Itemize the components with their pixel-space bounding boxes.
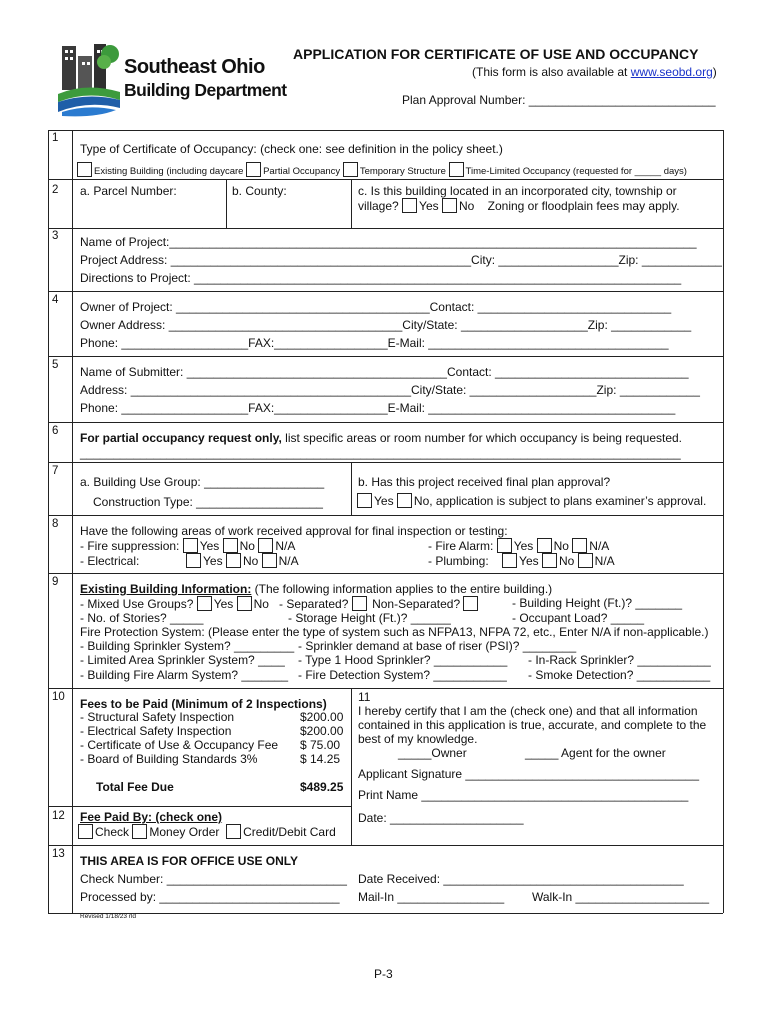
logo-line1: Southeast Ohio — [124, 56, 265, 78]
fire-suppression-na-checkbox[interactable] — [258, 538, 273, 553]
partial-occupancy-checkbox[interactable] — [246, 162, 261, 177]
incorporated-no-checkbox[interactable] — [442, 198, 457, 213]
row-number: 2 — [52, 184, 59, 196]
certify-text-3: best of my knowledge. — [358, 732, 478, 746]
fee-label: - Structural Safety Inspection — [80, 710, 235, 724]
logo — [56, 42, 286, 120]
fee-amount: $ 14.25 — [300, 752, 341, 766]
existing-building-heading: Existing Building Information: — [80, 582, 252, 596]
pay-card-checkbox[interactable] — [226, 824, 241, 839]
fee-amount: $200.00 — [300, 710, 344, 724]
fire-suppression-yes-checkbox[interactable] — [183, 538, 198, 553]
construction-type-field[interactable]: Construction Type: ___________________ — [93, 495, 323, 509]
project-name-field[interactable]: Name of Project:_______________________________________________________________________________ — [80, 235, 697, 249]
fee-label: - Certificate of Use & Occupancy Fee — [80, 738, 279, 752]
walk-in-field[interactable]: Walk-In ____________________ — [532, 890, 710, 904]
office-use-title: THIS AREA IS FOR OFFICE USE ONLY — [80, 854, 299, 868]
row-number: 11 — [358, 690, 371, 704]
form-title: APPLICATION FOR CERTIFICATE OF USE AND OCCUPANCY — [293, 46, 699, 62]
availability-note: (This form is also available at www.seobd.org) — [472, 65, 717, 79]
building-logo-icon — [56, 42, 122, 118]
row-number: 1 — [52, 132, 59, 144]
website-link[interactable]: www.seobd.org — [630, 65, 713, 79]
hood-sprinkler-field[interactable]: - Type 1 Hood Sprinkler? ___________ — [298, 653, 508, 667]
final-approval-no-checkbox[interactable] — [397, 493, 412, 508]
sprinkler-demand-field[interactable]: - Sprinkler demand at base of riser (PSI)? ________ — [298, 639, 577, 653]
final-approval-question: b. Has this project received final plan approval? — [358, 475, 611, 489]
owner-option[interactable]: _____Owner — [398, 746, 467, 760]
date-field[interactable]: Date: ____________________ — [358, 811, 524, 825]
fire-detection-field[interactable]: - Fire Detection System? ___________ — [298, 668, 507, 682]
row-number: 7 — [52, 465, 59, 477]
building-height-field[interactable]: - Building Height (Ft.)? _______ — [512, 596, 683, 610]
owner-field[interactable]: Owner of Project: ______________________________________Contact: _____________________________ — [80, 300, 672, 314]
owner-phone-field[interactable]: Phone: ___________________FAX:_________________E-Mail: ____________________________________ — [80, 336, 669, 350]
approvals-intro: Have the following areas of work received approval for final inspection or testing: — [80, 524, 508, 538]
check-number-field[interactable]: Check Number: ___________________________ — [80, 872, 347, 886]
occupant-load-field[interactable]: - Occupant Load? _____ — [512, 611, 645, 625]
print-name-field[interactable]: Print Name ________________________________________ — [358, 788, 689, 802]
plan-approval-number[interactable]: Plan Approval Number: ____________________________ — [402, 93, 716, 107]
sprinkler-field[interactable]: - Building Sprinkler System? _________ — [80, 639, 295, 653]
parcel-number-field[interactable]: a. Parcel Number: — [80, 184, 177, 198]
existing-building-checkbox[interactable] — [77, 162, 92, 177]
limited-sprinkler-field[interactable]: - Limited Area Sprinkler System? ____ — [80, 653, 285, 667]
incorporated-yes-checkbox[interactable] — [402, 198, 417, 213]
row-number: 4 — [52, 294, 59, 306]
time-limited-checkbox[interactable] — [449, 162, 464, 177]
fee-amount: $200.00 — [300, 724, 344, 738]
logo-line2: Building Department — [124, 80, 287, 100]
use-group-field[interactable]: a. Building Use Group: __________________ — [80, 475, 325, 489]
county-field[interactable]: b. County: — [232, 184, 287, 198]
submitter-phone-field[interactable]: Phone: ___________________FAX:_________________E-Mail: _____________________________________ — [80, 401, 676, 415]
mixed-use-no-checkbox[interactable] — [237, 596, 252, 611]
partial-occupancy-heading: For partial occupancy request only, — [80, 431, 282, 445]
plumbing-yes-checkbox[interactable] — [502, 553, 517, 568]
row-number: 8 — [52, 518, 59, 530]
processed-by-field[interactable]: Processed by: ___________________________ — [80, 890, 340, 904]
row-number: 3 — [52, 230, 59, 242]
fees-title: Fees to be Paid (Minimum of 2 Inspections) — [80, 697, 327, 711]
project-address-field[interactable]: Project Address: _____________________________________________City: __________________Zip: ____________ — [80, 253, 722, 267]
fire-protection-label: Fire Protection System: (Please enter the type of system such as NFPA13, NFPA 72, etc., Enter N/A if non-applicable.) — [80, 625, 709, 639]
revised-note: Revised 1/18/23 rld — [80, 913, 137, 920]
signature-field[interactable]: Applicant Signature ___________________________________ — [358, 767, 699, 781]
electrical-yes-checkbox[interactable] — [186, 553, 201, 568]
directions-field[interactable]: Directions to Project: _________________________________________________________________________ — [80, 271, 682, 285]
owner-address-field[interactable]: Owner Address: ___________________________________City/State: ___________________Zip: ____________ — [80, 318, 692, 332]
fire-alarm-no-checkbox[interactable] — [537, 538, 552, 553]
fee-paid-title: Fee Paid By: (check one) — [80, 810, 223, 824]
electrical-no-checkbox[interactable] — [226, 553, 241, 568]
partial-areas-field[interactable]: __________________________________________________________________________________________ — [80, 446, 681, 460]
plumbing-na-checkbox[interactable] — [578, 553, 593, 568]
mail-in-field[interactable]: Mail-In ________________ — [358, 890, 505, 904]
row-number: 9 — [52, 576, 59, 588]
electrical-na-checkbox[interactable] — [262, 553, 277, 568]
in-rack-sprinkler-field[interactable]: - In-Rack Sprinkler? ___________ — [528, 653, 711, 667]
smoke-detection-field[interactable]: - Smoke Detection? ___________ — [528, 668, 711, 682]
fee-label: - Electrical Safety Inspection — [80, 724, 232, 738]
fire-suppression-no-checkbox[interactable] — [223, 538, 238, 553]
stories-field[interactable]: - No. of Stories? _____ — [80, 611, 204, 625]
temporary-structure-checkbox[interactable] — [343, 162, 358, 177]
occupancy-type-label: Type of Certificate of Occupancy: (check one: see definition in the policy sheet.) — [80, 142, 503, 156]
certify-text-2: contained in this application is true, accurate, and complete to the — [358, 718, 707, 732]
submitter-field[interactable]: Name of Submitter: _______________________________________Contact: _____________________________ — [80, 365, 689, 379]
separated-checkbox[interactable] — [352, 596, 367, 611]
row-number: 10 — [52, 691, 65, 703]
fire-alarm-system-field[interactable]: - Building Fire Alarm System? _______ — [80, 668, 289, 682]
total-fee-label: Total Fee Due — [96, 780, 174, 794]
date-received-field[interactable]: Date Received: ____________________________________ — [358, 872, 684, 886]
row-number: 6 — [52, 425, 59, 437]
mixed-use-yes-checkbox[interactable] — [197, 596, 212, 611]
incorporated-question: c. Is this building located in an incorporated city, township or — [358, 184, 677, 198]
non-separated-checkbox[interactable] — [463, 596, 478, 611]
row-number: 13 — [52, 848, 65, 860]
page-number: P-3 — [374, 967, 393, 981]
row-number: 12 — [52, 810, 65, 822]
agent-option[interactable]: _____ Agent for the owner — [525, 746, 666, 760]
plumbing-no-checkbox[interactable] — [542, 553, 557, 568]
certify-text-1: I hereby certify that I am the (check one) and that all information — [358, 704, 698, 718]
fee-amount: $ 75.00 — [300, 738, 341, 752]
fire-alarm-yes-checkbox[interactable] — [497, 538, 512, 553]
pay-money-order-checkbox[interactable] — [132, 824, 147, 839]
pay-check-checkbox[interactable] — [78, 824, 93, 839]
storage-height-field[interactable]: - Storage Height (Ft.)? ______ — [288, 611, 451, 625]
row-number: 5 — [52, 359, 59, 371]
total-fee-amount: $489.25 — [300, 780, 344, 794]
final-approval-yes-checkbox[interactable] — [357, 493, 372, 508]
fire-alarm-na-checkbox[interactable] — [572, 538, 587, 553]
submitter-address-field[interactable]: Address: __________________________________________City/State: ___________________Zip: ____________ — [80, 383, 700, 397]
fee-label: - Board of Building Standards 3% — [80, 752, 258, 766]
